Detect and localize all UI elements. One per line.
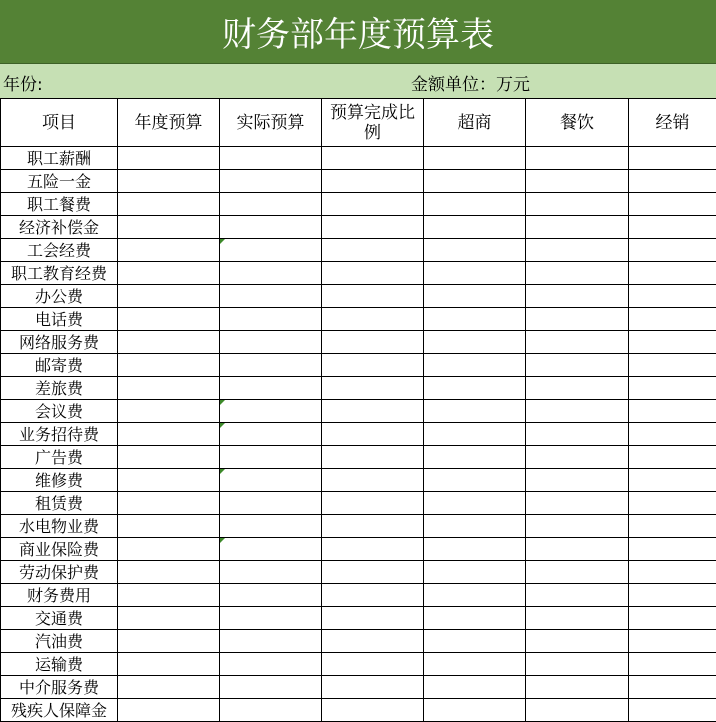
row-item-label[interactable]: 职工薪酬 — [1, 147, 118, 170]
table-cell[interactable] — [322, 239, 424, 262]
table-cell[interactable] — [118, 377, 220, 400]
table-cell[interactable] — [424, 331, 526, 354]
table-cell[interactable] — [220, 354, 322, 377]
table-cell[interactable] — [526, 239, 629, 262]
table-cell[interactable] — [629, 400, 716, 423]
table-cell[interactable] — [526, 515, 629, 538]
table-cell[interactable] — [629, 538, 716, 561]
table-row — [1, 239, 716, 262]
row-item-label[interactable]: 办公费 — [1, 285, 118, 308]
table-cell[interactable] — [629, 515, 716, 538]
header-supermarket[interactable]: 超商 — [424, 99, 526, 147]
table-cell[interactable] — [424, 676, 526, 699]
table-cell[interactable] — [118, 515, 220, 538]
table-cell[interactable] — [118, 262, 220, 285]
table-cell[interactable] — [220, 607, 322, 630]
table-cell[interactable] — [424, 354, 526, 377]
table-cell[interactable] — [322, 331, 424, 354]
budget-table — [0, 98, 716, 722]
table-cell[interactable] — [322, 285, 424, 308]
table-cell[interactable] — [424, 170, 526, 193]
unit-label[interactable]: 金额单位：万元 — [411, 70, 530, 95]
table-cell[interactable] — [629, 584, 716, 607]
table-cell[interactable] — [424, 285, 526, 308]
table-cell[interactable] — [322, 216, 424, 239]
table-row — [1, 331, 716, 354]
table-cell[interactable] — [526, 377, 629, 400]
info-bar — [0, 64, 716, 98]
table-cell[interactable] — [220, 584, 322, 607]
row-item-label[interactable]: 交通费 — [1, 607, 118, 630]
table-cell[interactable] — [629, 607, 716, 630]
table-cell[interactable] — [322, 492, 424, 515]
table-cell[interactable] — [424, 377, 526, 400]
table-cell[interactable] — [118, 147, 220, 170]
table-cell[interactable] — [118, 216, 220, 239]
table-cell[interactable] — [220, 561, 322, 584]
table-cell[interactable] — [526, 538, 629, 561]
table-cell[interactable] — [526, 561, 629, 584]
table-cell[interactable] — [629, 561, 716, 584]
table-cell[interactable] — [629, 216, 716, 239]
table-row — [1, 584, 716, 607]
table-cell[interactable] — [629, 423, 716, 446]
table-cell[interactable] — [220, 331, 322, 354]
table-row — [1, 308, 716, 331]
table-cell[interactable] — [629, 492, 716, 515]
table-cell[interactable] — [322, 607, 424, 630]
table-cell[interactable] — [629, 193, 716, 216]
table-row — [1, 446, 716, 469]
row-item-label[interactable]: 网络服务费 — [1, 331, 118, 354]
table-cell[interactable] — [424, 262, 526, 285]
table-cell[interactable] — [118, 469, 220, 492]
table-cell[interactable] — [220, 423, 322, 446]
table-cell[interactable] — [118, 607, 220, 630]
table-cell[interactable] — [322, 354, 424, 377]
row-item-label[interactable]: 维修费 — [1, 469, 118, 492]
table-cell[interactable] — [322, 653, 424, 676]
table-cell[interactable] — [629, 653, 716, 676]
table-cell[interactable] — [424, 584, 526, 607]
row-item-label[interactable]: 中介服务费 — [1, 676, 118, 699]
row-item-label[interactable]: 邮寄费 — [1, 354, 118, 377]
table-cell[interactable] — [629, 630, 716, 653]
table-cell[interactable] — [118, 676, 220, 699]
table-cell[interactable] — [322, 308, 424, 331]
table-cell[interactable] — [118, 538, 220, 561]
table-cell[interactable] — [526, 331, 629, 354]
table-cell[interactable] — [118, 285, 220, 308]
table-cell[interactable] — [118, 331, 220, 354]
table-cell[interactable] — [220, 262, 322, 285]
table-cell[interactable] — [424, 193, 526, 216]
header-annual-budget[interactable]: 年度预算 — [118, 99, 220, 147]
table-cell[interactable] — [629, 377, 716, 400]
table-cell[interactable] — [322, 630, 424, 653]
table-cell[interactable] — [424, 607, 526, 630]
table-cell[interactable] — [220, 147, 322, 170]
table-cell[interactable] — [118, 423, 220, 446]
table-row — [1, 676, 716, 699]
table-row — [1, 699, 716, 722]
header-row — [1, 99, 716, 147]
table-cell[interactable] — [118, 354, 220, 377]
table-cell[interactable] — [424, 239, 526, 262]
row-item-label[interactable]: 工会经费 — [1, 239, 118, 262]
table-cell[interactable] — [629, 354, 716, 377]
table-cell[interactable] — [322, 515, 424, 538]
table-cell[interactable] — [526, 469, 629, 492]
table-cell[interactable] — [220, 630, 322, 653]
table-row — [1, 492, 716, 515]
table-cell[interactable] — [322, 377, 424, 400]
table-cell[interactable] — [220, 699, 322, 722]
table-cell[interactable] — [118, 492, 220, 515]
table-cell[interactable] — [629, 699, 716, 722]
table-cell[interactable] — [424, 515, 526, 538]
year-label[interactable]: 年份: — [3, 70, 43, 95]
table-cell[interactable] — [424, 630, 526, 653]
table-cell[interactable] — [118, 170, 220, 193]
table-row — [1, 193, 716, 216]
table-cell[interactable] — [526, 354, 629, 377]
row-item-label[interactable]: 广告费 — [1, 446, 118, 469]
table-row — [1, 147, 716, 170]
table-cell[interactable] — [629, 147, 716, 170]
table-cell[interactable] — [220, 216, 322, 239]
table-cell[interactable] — [322, 147, 424, 170]
table-cell[interactable] — [424, 561, 526, 584]
table-cell[interactable] — [118, 308, 220, 331]
table-cell[interactable] — [118, 699, 220, 722]
table-row — [1, 423, 716, 446]
table-cell[interactable] — [526, 308, 629, 331]
table-cell[interactable] — [526, 607, 629, 630]
row-item-label[interactable]: 职工教育经费 — [1, 262, 118, 285]
row-item-label[interactable]: 劳动保护费 — [1, 561, 118, 584]
row-item-label[interactable]: 业务招待费 — [1, 423, 118, 446]
table-cell[interactable] — [322, 538, 424, 561]
row-item-label[interactable]: 电话费 — [1, 308, 118, 331]
table-row — [1, 515, 716, 538]
table-cell[interactable] — [526, 285, 629, 308]
table-row — [1, 400, 716, 423]
table-cell[interactable] — [220, 170, 322, 193]
table-cell[interactable] — [220, 193, 322, 216]
header-distribution[interactable]: 经销 — [629, 99, 716, 147]
table-cell[interactable] — [322, 561, 424, 584]
table-row — [1, 653, 716, 676]
table-cell[interactable] — [526, 699, 629, 722]
row-item-label[interactable]: 汽油费 — [1, 630, 118, 653]
table-cell[interactable] — [118, 584, 220, 607]
cell-marker-icon — [220, 400, 225, 405]
table-row — [1, 377, 716, 400]
table-cell[interactable] — [424, 492, 526, 515]
table-cell[interactable] — [526, 147, 629, 170]
table-cell[interactable] — [424, 147, 526, 170]
table-cell[interactable] — [118, 653, 220, 676]
table-cell[interactable] — [424, 699, 526, 722]
header-actual-budget[interactable]: 实际预算 — [220, 99, 322, 147]
table-cell[interactable] — [322, 262, 424, 285]
table-cell[interactable] — [424, 308, 526, 331]
row-item-label[interactable]: 经济补偿金 — [1, 216, 118, 239]
table-cell[interactable] — [322, 400, 424, 423]
table-cell[interactable] — [118, 193, 220, 216]
table-cell[interactable] — [322, 584, 424, 607]
table-cell[interactable] — [220, 377, 322, 400]
table-row — [1, 469, 716, 492]
header-catering[interactable]: 餐饮 — [526, 99, 629, 147]
table-cell[interactable] — [220, 538, 322, 561]
table-row — [1, 170, 716, 193]
table-cell[interactable] — [118, 400, 220, 423]
table-cell[interactable] — [220, 653, 322, 676]
table-cell[interactable] — [629, 446, 716, 469]
row-item-label[interactable]: 职工餐费 — [1, 193, 118, 216]
table-cell[interactable] — [526, 216, 629, 239]
row-item-label[interactable]: 租赁费 — [1, 492, 118, 515]
table-cell[interactable] — [322, 193, 424, 216]
row-item-label[interactable]: 会议费 — [1, 400, 118, 423]
header-item[interactable]: 项目 — [1, 99, 118, 147]
table-cell[interactable] — [424, 400, 526, 423]
table-cell[interactable] — [629, 331, 716, 354]
table-cell[interactable] — [220, 469, 322, 492]
cell-marker-icon — [220, 538, 225, 543]
table-cell[interactable] — [322, 423, 424, 446]
table-cell[interactable] — [322, 469, 424, 492]
table-cell[interactable] — [322, 699, 424, 722]
table-cell[interactable] — [220, 492, 322, 515]
table-cell[interactable] — [322, 676, 424, 699]
table-row — [1, 607, 716, 630]
table-cell[interactable] — [526, 423, 629, 446]
table-cell[interactable] — [424, 423, 526, 446]
table-row — [1, 285, 716, 308]
table-row — [1, 216, 716, 239]
table-cell[interactable] — [424, 216, 526, 239]
table-cell[interactable] — [118, 239, 220, 262]
table-row — [1, 354, 716, 377]
table-cell[interactable] — [629, 285, 716, 308]
table-cell[interactable] — [220, 285, 322, 308]
table-cell[interactable] — [118, 561, 220, 584]
sheet-title: 财务部年度预算表 — [0, 0, 716, 64]
table-cell[interactable] — [118, 446, 220, 469]
row-item-label[interactable]: 差旅费 — [1, 377, 118, 400]
table-cell[interactable] — [220, 676, 322, 699]
table-cell[interactable] — [526, 400, 629, 423]
table-cell[interactable] — [526, 262, 629, 285]
row-item-label[interactable]: 水电物业费 — [1, 515, 118, 538]
table-row — [1, 538, 716, 561]
table-cell[interactable] — [424, 538, 526, 561]
table-cell[interactable] — [526, 446, 629, 469]
row-item-label[interactable]: 财务费用 — [1, 584, 118, 607]
table-cell[interactable] — [629, 308, 716, 331]
table-cell[interactable] — [526, 653, 629, 676]
table-cell[interactable] — [526, 630, 629, 653]
table-cell[interactable] — [220, 239, 322, 262]
table-cell[interactable] — [526, 170, 629, 193]
cell-marker-icon — [220, 423, 225, 428]
table-cell[interactable] — [526, 676, 629, 699]
table-cell[interactable] — [220, 308, 322, 331]
table-cell[interactable] — [220, 446, 322, 469]
table-cell[interactable] — [424, 446, 526, 469]
row-item-label[interactable]: 残疾人保障金 — [1, 699, 118, 722]
table-cell[interactable] — [526, 584, 629, 607]
cell-marker-icon — [220, 469, 225, 474]
header-completion-ratio[interactable]: 预算完成比例 — [322, 99, 424, 147]
table-row — [1, 630, 716, 653]
cell-marker-icon — [220, 239, 225, 244]
table-cell[interactable] — [629, 676, 716, 699]
table-cell[interactable] — [118, 630, 220, 653]
table-cell[interactable] — [629, 239, 716, 262]
table-cell[interactable] — [629, 170, 716, 193]
table-row — [1, 561, 716, 584]
table-cell[interactable] — [629, 262, 716, 285]
table-cell[interactable] — [424, 653, 526, 676]
table-cell[interactable] — [322, 170, 424, 193]
row-item-label[interactable]: 商业保险费 — [1, 538, 118, 561]
table-row — [1, 262, 716, 285]
row-item-label[interactable]: 运输费 — [1, 653, 118, 676]
table-cell[interactable] — [526, 193, 629, 216]
row-item-label[interactable]: 五险一金 — [1, 170, 118, 193]
table-cell[interactable] — [629, 469, 716, 492]
table-cell[interactable] — [220, 400, 322, 423]
table-cell[interactable] — [526, 492, 629, 515]
table-cell[interactable] — [322, 446, 424, 469]
table-cell[interactable] — [424, 469, 526, 492]
table-cell[interactable] — [220, 515, 322, 538]
